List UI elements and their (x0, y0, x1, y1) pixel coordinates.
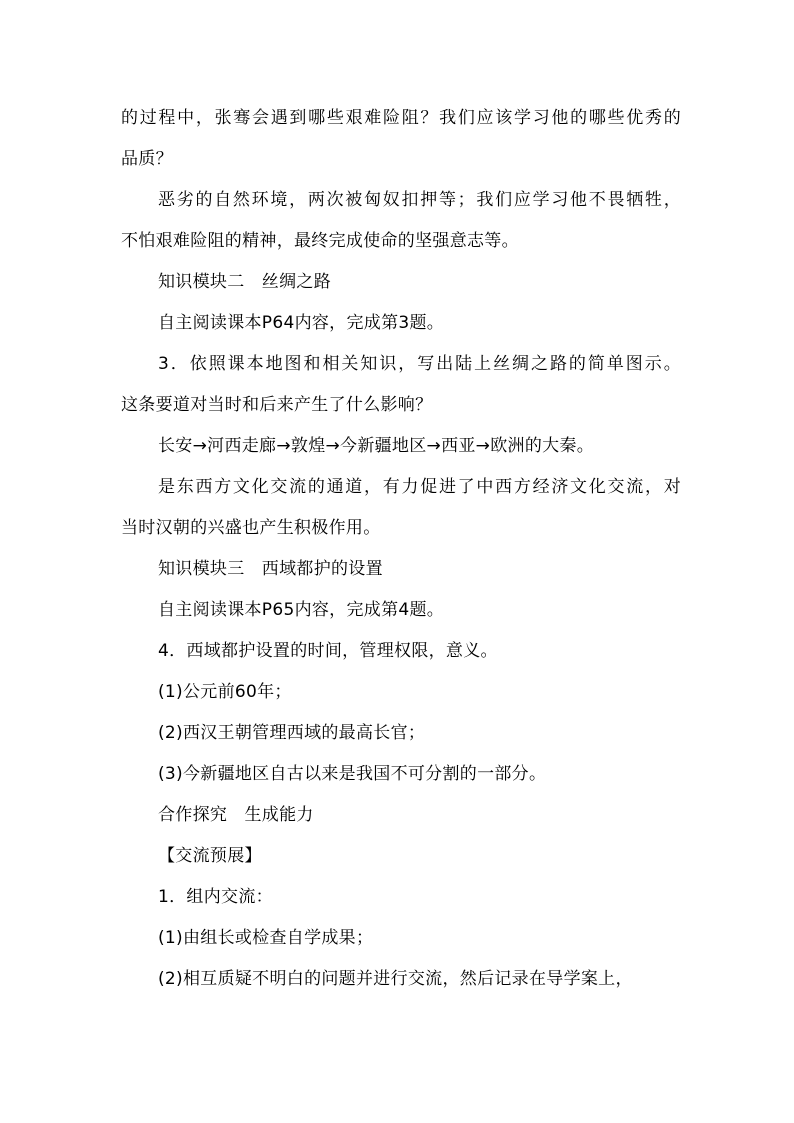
question-3: 3．依照课本地图和相关知识，写出陆上丝绸之路的简单图示。 (158, 354, 681, 374)
text-line-8: 这条要道对当时和后来产生了什么影响？ (121, 395, 433, 415)
text-line-6: 自主阅读课本P64内容，完成第3题。 (158, 313, 445, 333)
list-item-1: (1)由组长或检查自学成果； (158, 928, 374, 948)
subheading-exchange: 【交流预展】 (158, 846, 262, 866)
text-line-4: 不怕艰难险阻的精神，最终完成使命的坚强意志等。 (121, 231, 519, 251)
list-item-2: (2)相互质疑不明白的问题并进行交流，然后记录在导学案上， (158, 969, 633, 989)
silk-road-route: 长安→河西走廊→敦煌→今新疆地区→西亚→欧洲的大秦。 (158, 436, 595, 456)
answer-item-3: (3)今新疆地区自古以来是我国不可分割的一部分。 (158, 764, 547, 784)
text-line-1: 的过程中，张骞会遇到哪些艰难险阻？我们应该学习他的哪些优秀的 (121, 108, 681, 128)
answer-item-2: (2)西汉王朝管理西域的最高长官； (158, 723, 426, 743)
question-4: 4．西域都护设置的时间，管理权限，意义。 (158, 641, 498, 661)
text-line-11: 当时汉朝的兴盛也产生积极作用。 (121, 518, 381, 538)
text-line-2: 品质？ (121, 149, 173, 169)
text-line-13: 自主阅读课本P65内容，完成第4题。 (158, 600, 445, 620)
section-heading-silk-road: 知识模块二 丝绸之路 (158, 272, 331, 292)
text-line-10: 是东西方文化交流的通道，有力促进了中西方经济文化交流，对 (158, 477, 681, 497)
text-line-20: 1．组内交流： (158, 887, 273, 907)
document-body (121, 98, 681, 1000)
answer-item-1: (1)公元前60年； (158, 682, 292, 702)
section-heading-western-regions: 知识模块三 西域都护的设置 (158, 559, 383, 579)
section-heading-cooperation: 合作探究 生成能力 (158, 805, 314, 825)
text-line-3: 恶劣的自然环境，两次被匈奴扣押等；我们应学习他不畏牺牲， (158, 190, 681, 210)
